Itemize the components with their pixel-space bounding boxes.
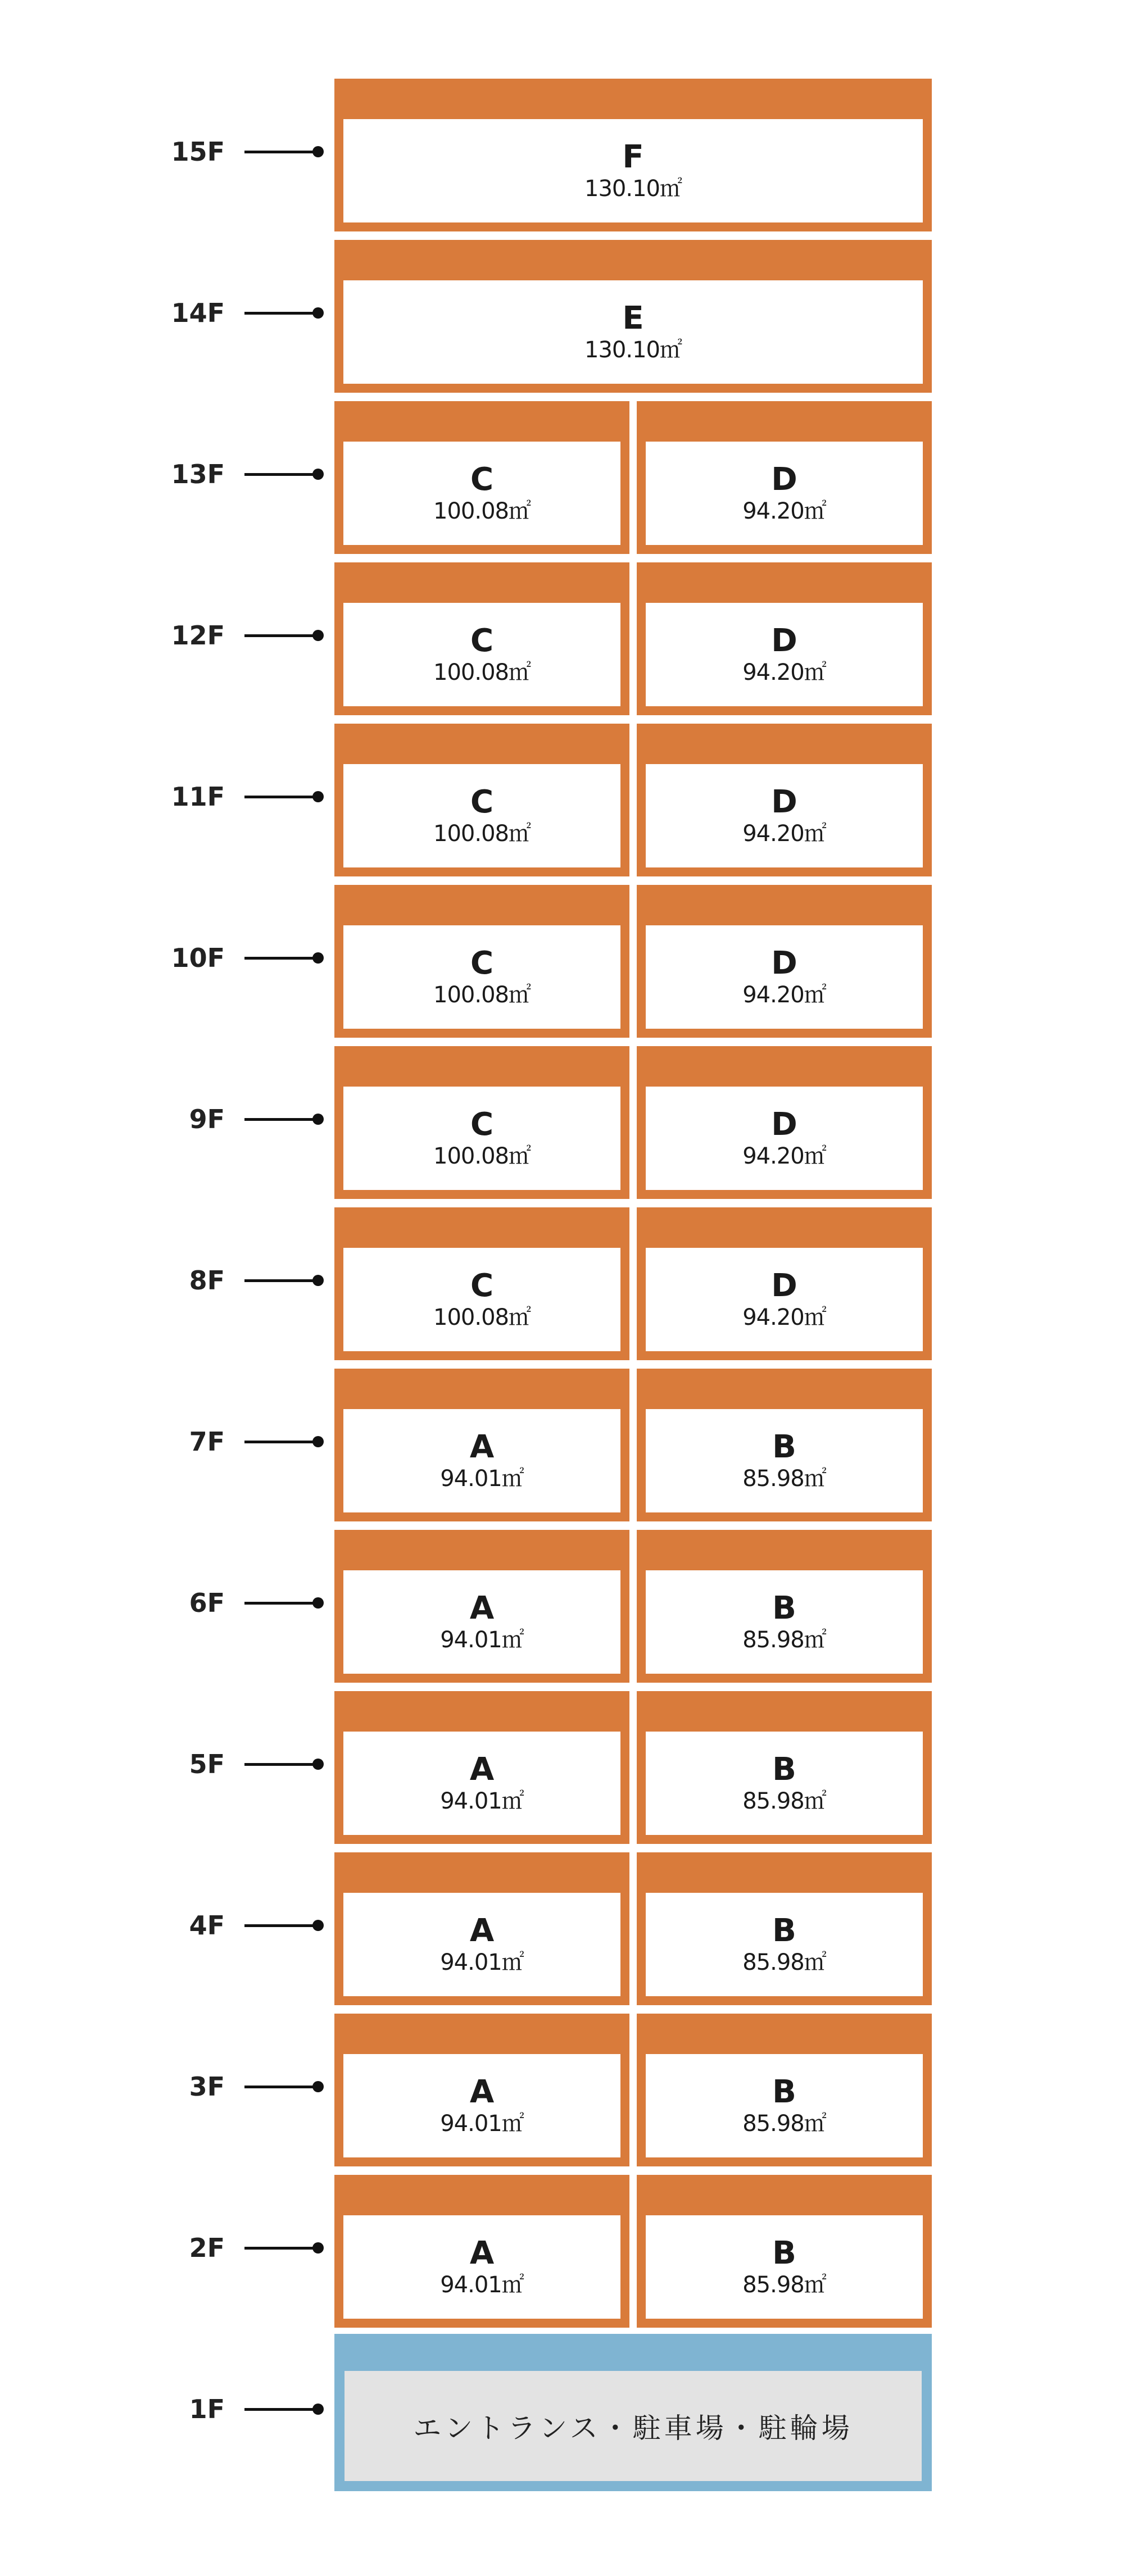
unit-type-label: A: [469, 1429, 495, 1465]
floor-label: 6F: [189, 1588, 225, 1618]
unit-area-label: 94.20㎡: [742, 1305, 826, 1330]
unit-block: [637, 724, 932, 876]
unit-area-label: 94.20㎡: [742, 821, 826, 847]
unit-block: [637, 1691, 932, 1844]
leader-dot: [312, 791, 324, 802]
unit-type-label: C: [470, 1106, 494, 1143]
unit-area-label: 130.10㎡: [584, 176, 682, 202]
unit-type-label: C: [470, 784, 494, 820]
unit-area-label: 94.01㎡: [440, 1466, 524, 1492]
unit-type-label: D: [771, 1267, 797, 1304]
floor-label: 8F: [189, 1265, 225, 1296]
leader-dot: [312, 1275, 324, 1286]
leader-dot: [312, 2404, 324, 2415]
unit-inner: [343, 1087, 620, 1190]
floor-label: 2F: [189, 2233, 225, 2263]
leader-dot: [312, 1597, 324, 1609]
unit-block: [334, 724, 629, 876]
unit-inner: [343, 442, 620, 545]
unit-type-label: C: [470, 945, 494, 982]
unit-block: [334, 1530, 629, 1683]
leader-dot: [312, 2242, 324, 2254]
unit-area-label: 85.98㎡: [742, 1950, 826, 1975]
unit-type-label: B: [772, 1912, 796, 1949]
unit-area-label: 94.20㎡: [742, 660, 826, 685]
leader-line: [244, 1602, 318, 1605]
unit-area-label: 85.98㎡: [742, 2272, 826, 2298]
leader-dot: [312, 2081, 324, 2092]
leader-line: [244, 1279, 318, 1282]
unit-inner: [343, 1409, 620, 1512]
unit-block: [637, 401, 932, 554]
unit-area-label: 100.08㎡: [433, 660, 531, 685]
unit-type-label: D: [771, 1106, 797, 1143]
unit-block: [637, 1046, 932, 1199]
leader-dot: [312, 630, 324, 641]
unit-type-label: E: [622, 300, 644, 337]
unit-inner: [646, 1409, 923, 1512]
unit-inner: [646, 1732, 923, 1835]
leader-dot: [312, 952, 324, 964]
floor-label: 13F: [171, 459, 225, 489]
floor-label: 4F: [189, 1910, 225, 1941]
leader-dot: [312, 1436, 324, 1447]
leader-line: [244, 1441, 318, 1443]
floor-label: 1F: [189, 2394, 225, 2424]
unit-inner: [646, 442, 923, 545]
unit-block: [637, 2014, 932, 2166]
unit-block: [637, 1207, 932, 1360]
floor-label: 11F: [171, 782, 225, 812]
unit-area-label: 130.10㎡: [584, 337, 682, 363]
unit-area-label: 85.98㎡: [742, 2111, 826, 2137]
unit-block: [334, 1852, 629, 2005]
leader-line: [244, 1924, 318, 1927]
unit-block: [334, 885, 629, 1038]
unit-type-label: B: [772, 2074, 796, 2110]
floor-label: 14F: [171, 298, 225, 328]
leader-dot: [312, 469, 324, 480]
leader-line: [244, 2086, 318, 2088]
leader-dot: [312, 146, 324, 157]
unit-block: [637, 2175, 932, 2328]
unit-inner: [343, 1893, 620, 1996]
leader-dot: [312, 1114, 324, 1125]
leader-line: [244, 473, 318, 476]
floor-label: 10F: [171, 943, 225, 973]
leader-line: [244, 2408, 318, 2411]
unit-inner: [646, 1893, 923, 1996]
leader-line: [244, 151, 318, 153]
unit-type-label: A: [469, 1912, 495, 1949]
unit-type-label: D: [771, 945, 797, 982]
unit-area-label: 94.20㎡: [742, 982, 826, 1008]
leader-line: [244, 1118, 318, 1121]
leader-line: [244, 1763, 318, 1766]
unit-type-label: A: [469, 1751, 495, 1788]
unit-block: [334, 240, 932, 393]
unit-area-label: 85.98㎡: [742, 1466, 826, 1492]
unit-type-label: D: [771, 461, 797, 498]
unit-inner: [343, 2215, 620, 2319]
unit-type-label: A: [469, 2235, 495, 2271]
floor-label: 9F: [189, 1104, 225, 1134]
unit-inner: [646, 1087, 923, 1190]
floor-label: 12F: [171, 620, 225, 651]
unit-inner: [343, 280, 923, 384]
unit-type-label: A: [469, 1590, 495, 1627]
unit-inner: [646, 1248, 923, 1351]
floor-label: 5F: [189, 1749, 225, 1779]
leader-line: [244, 796, 318, 798]
unit-block: [637, 885, 932, 1038]
ground-floor-inner: [345, 2371, 922, 2481]
unit-area-label: 85.98㎡: [742, 1788, 826, 1814]
unit-area-label: 100.08㎡: [433, 821, 531, 847]
unit-block: [334, 2014, 629, 2166]
floor-label: 3F: [189, 2071, 225, 2102]
unit-area-label: 94.20㎡: [742, 1143, 826, 1169]
leader-dot: [312, 1759, 324, 1770]
unit-area-label: 100.08㎡: [433, 1143, 531, 1169]
unit-inner: [646, 603, 923, 706]
unit-inner: [343, 1248, 620, 1351]
unit-block: [637, 1369, 932, 1521]
unit-area-label: 94.01㎡: [440, 1950, 524, 1975]
unit-inner: [343, 1732, 620, 1835]
leader-line: [244, 634, 318, 637]
unit-block: [334, 1207, 629, 1360]
unit-type-label: A: [469, 2074, 495, 2110]
unit-block: [334, 79, 932, 231]
leader-line: [244, 2247, 318, 2250]
unit-type-label: B: [772, 1751, 796, 1788]
leader-dot: [312, 1920, 324, 1931]
unit-area-label: 94.01㎡: [440, 2111, 524, 2137]
unit-type-label: C: [470, 623, 494, 659]
unit-type-label: B: [772, 2235, 796, 2271]
unit-block: [334, 1046, 629, 1199]
leader-line: [244, 957, 318, 960]
unit-inner: [646, 764, 923, 867]
leader-line: [244, 312, 318, 315]
unit-type-label: D: [771, 623, 797, 659]
unit-block: [334, 1691, 629, 1844]
unit-inner: [646, 2215, 923, 2319]
unit-inner: [343, 2054, 620, 2157]
floor-label: 7F: [189, 1426, 225, 1457]
unit-inner: [646, 2054, 923, 2157]
unit-area-label: 94.20㎡: [742, 498, 826, 524]
leader-dot: [312, 307, 324, 319]
unit-type-label: F: [622, 139, 644, 175]
unit-type-label: B: [772, 1590, 796, 1627]
unit-inner: [343, 925, 620, 1029]
unit-inner: [343, 1570, 620, 1674]
unit-block: [334, 2175, 629, 2328]
unit-area-label: 85.98㎡: [742, 1627, 826, 1653]
ground-floor-text: エントランス・駐車場・駐輪場: [413, 2412, 853, 2445]
unit-area-label: 100.08㎡: [433, 1305, 531, 1330]
unit-area-label: 100.08㎡: [433, 982, 531, 1008]
unit-inner: [343, 764, 620, 867]
unit-type-label: D: [771, 784, 797, 820]
unit-type-label: C: [470, 461, 494, 498]
unit-block: [334, 1369, 629, 1521]
floor-label: 15F: [171, 137, 225, 167]
unit-type-label: B: [772, 1429, 796, 1465]
ground-floor-block: [334, 2334, 932, 2491]
unit-area-label: 94.01㎡: [440, 2272, 524, 2298]
unit-area-label: 100.08㎡: [433, 498, 531, 524]
unit-area-label: 94.01㎡: [440, 1627, 524, 1653]
unit-block: [334, 401, 629, 554]
unit-block: [334, 562, 629, 715]
unit-block: [637, 1852, 932, 2005]
unit-inner: [646, 925, 923, 1029]
unit-area-label: 94.01㎡: [440, 1788, 524, 1814]
unit-block: [637, 1530, 932, 1683]
unit-block: [637, 562, 932, 715]
unit-inner: [343, 119, 923, 222]
unit-inner: [343, 603, 620, 706]
unit-inner: [646, 1570, 923, 1674]
unit-type-label: C: [470, 1267, 494, 1304]
